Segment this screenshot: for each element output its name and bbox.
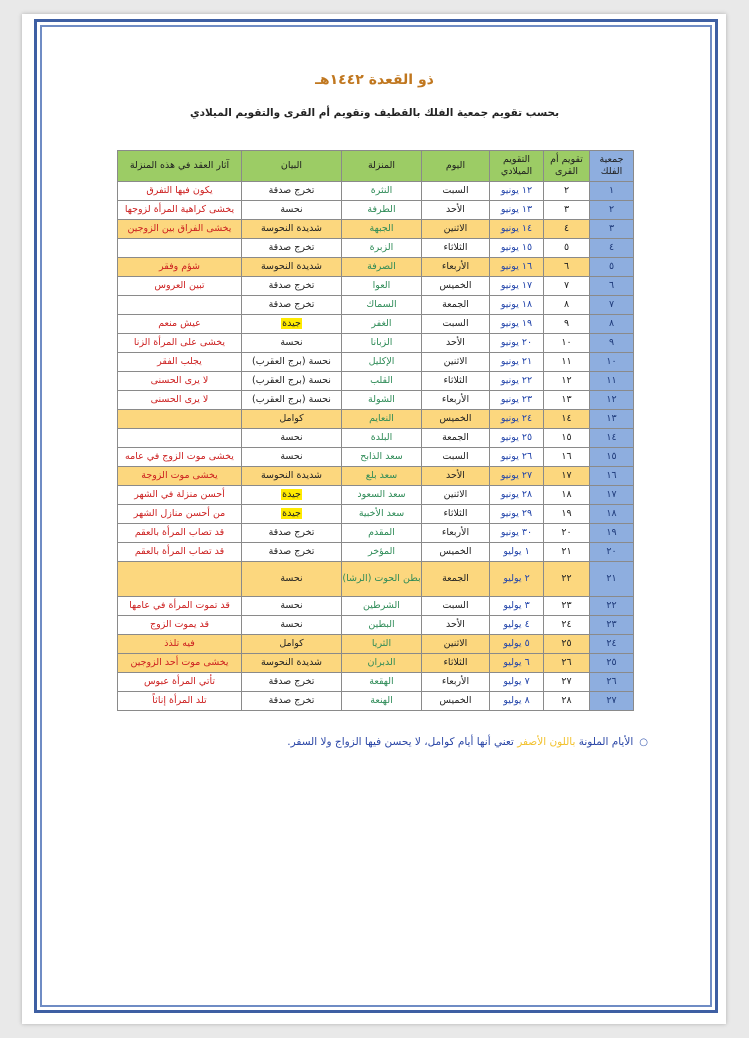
umm-al-qura-cell: ٢٠ — [544, 524, 590, 543]
astronomy-society-cell: ٢٤ — [590, 635, 634, 654]
umm-al-qura-cell: ٢٦ — [544, 654, 590, 673]
station-cell: الجبهة — [342, 220, 422, 239]
astronomy-society-cell: ٦ — [590, 277, 634, 296]
statement-cell: شديدة النحوسة — [242, 654, 342, 673]
station-cell: الصرفة — [342, 258, 422, 277]
effect-cell: تأتي المرأة عبوس — [118, 673, 242, 692]
effect-cell: عيش منعم — [118, 315, 242, 334]
table-row — [118, 239, 634, 258]
gregorian-date-cell: ١٧ يونيو — [490, 277, 544, 296]
gregorian-date-cell: ٥ يوليو — [490, 635, 544, 654]
astronomy-society-cell: ١٧ — [590, 486, 634, 505]
umm-al-qura-cell: ١٢ — [544, 372, 590, 391]
table-row — [118, 543, 634, 562]
gregorian-date-cell: ١٥ يونيو — [490, 239, 544, 258]
statement-cell: نحسة — [242, 562, 342, 597]
station-cell: الغفر — [342, 315, 422, 334]
gregorian-date-cell: ١٣ يونيو — [490, 201, 544, 220]
gregorian-date-cell: ٢ يوليو — [490, 562, 544, 597]
effect-cell — [118, 562, 242, 597]
day-cell: الأحد — [422, 467, 490, 486]
effect-cell: قد تصاب المرأة بالعقم — [118, 524, 242, 543]
effect-cell: قد تموت المرأة في عامها — [118, 597, 242, 616]
gregorian-date-cell: ٢٨ يونيو — [490, 486, 544, 505]
table-row — [118, 391, 634, 410]
day-cell: الأحد — [422, 334, 490, 353]
statement-cell: كوامل — [242, 410, 342, 429]
effect-cell — [118, 429, 242, 448]
statement-cell: تخرج صدقة — [242, 277, 342, 296]
day-cell: الخميس — [422, 277, 490, 296]
gregorian-date-cell: ٢٦ يونيو — [490, 448, 544, 467]
header-astronomy-society: جمعية الفلك — [590, 151, 634, 182]
day-cell: السبت — [422, 597, 490, 616]
effect-cell: يجلب الفقر — [118, 353, 242, 372]
umm-al-qura-cell: ١٤ — [544, 410, 590, 429]
umm-al-qura-cell: ١٦ — [544, 448, 590, 467]
highlighted-good-label: جيدة — [282, 318, 301, 329]
statement-cell — [242, 315, 342, 334]
gregorian-date-cell: ٢٥ يونيو — [490, 429, 544, 448]
umm-al-qura-cell: ١١ — [544, 353, 590, 372]
astronomy-society-cell: ١٢ — [590, 391, 634, 410]
highlighted-good-label: جيدة — [282, 489, 301, 500]
statement-cell: تخرج صدقة — [242, 239, 342, 258]
astronomy-society-cell: ١٨ — [590, 505, 634, 524]
day-cell: الثلاثاء — [422, 654, 490, 673]
day-cell: الأحد — [422, 201, 490, 220]
effect-cell: تلد المرأة إناثاً — [118, 692, 242, 711]
astronomy-society-cell: ١٤ — [590, 429, 634, 448]
statement-cell: كوامل — [242, 635, 342, 654]
umm-al-qura-cell: ١٠ — [544, 334, 590, 353]
umm-al-qura-cell: ١٩ — [544, 505, 590, 524]
table-row — [118, 673, 634, 692]
station-cell: الإكليل — [342, 353, 422, 372]
table-row — [118, 372, 634, 391]
astronomy-society-cell: ٢٧ — [590, 692, 634, 711]
station-cell: الزبرة — [342, 239, 422, 258]
astronomy-society-cell: ٢٠ — [590, 543, 634, 562]
gregorian-date-cell: ١ يوليو — [490, 543, 544, 562]
umm-al-qura-cell: ١٥ — [544, 429, 590, 448]
day-cell: الأربعاء — [422, 258, 490, 277]
umm-al-qura-cell: ٢٢ — [544, 562, 590, 597]
table-row — [118, 486, 634, 505]
day-cell: الثلاثاء — [422, 505, 490, 524]
table-row — [118, 315, 634, 334]
statement-cell: نحسة — [242, 448, 342, 467]
umm-al-qura-cell: ٥ — [544, 239, 590, 258]
station-cell: الدبران — [342, 654, 422, 673]
header-day: اليوم — [422, 151, 490, 182]
effect-cell: أحسن منزلة في الشهر — [118, 486, 242, 505]
table-row — [118, 524, 634, 543]
table-row — [118, 258, 634, 277]
astronomy-society-cell: ٤ — [590, 239, 634, 258]
table-row — [118, 410, 634, 429]
umm-al-qura-cell: ٢ — [544, 182, 590, 201]
table-row — [118, 296, 634, 315]
umm-al-qura-cell: ٤ — [544, 220, 590, 239]
gregorian-date-cell: ١٩ يونيو — [490, 315, 544, 334]
day-cell: السبت — [422, 182, 490, 201]
effect-cell: يخشى على المرأة الزنا — [118, 334, 242, 353]
station-cell: الزبانا — [342, 334, 422, 353]
day-cell: الثلاثاء — [422, 372, 490, 391]
statement-cell: نحسة (برج العقرب) — [242, 391, 342, 410]
day-cell: الاثنين — [422, 486, 490, 505]
effect-cell — [118, 239, 242, 258]
header-effect: آثار العقد في هذه المنزلة — [118, 151, 242, 182]
statement-cell: تخرج صدقة — [242, 182, 342, 201]
station-cell: العوا — [342, 277, 422, 296]
effect-cell: يخشى موت أحد الزوجين — [118, 654, 242, 673]
umm-al-qura-cell: ١٧ — [544, 467, 590, 486]
highlighted-good-label: جيدة — [282, 508, 301, 519]
note-text-yellow: باللون الأصفر — [517, 736, 576, 748]
station-cell: السماك — [342, 296, 422, 315]
table-row — [118, 467, 634, 486]
header-gregorian: التقويم الميلادي — [490, 151, 544, 182]
station-cell: النثرة — [342, 182, 422, 201]
gregorian-date-cell: ٢٧ يونيو — [490, 467, 544, 486]
astronomy-society-cell: ١٠ — [590, 353, 634, 372]
day-cell: الخميس — [422, 410, 490, 429]
table-row — [118, 353, 634, 372]
statement-cell: نحسة — [242, 429, 342, 448]
table-row — [118, 635, 634, 654]
effect-cell: يخشى الفراق بين الزوجين — [118, 220, 242, 239]
umm-al-qura-cell: ٩ — [544, 315, 590, 334]
station-cell: المؤخر — [342, 543, 422, 562]
table-row — [118, 334, 634, 353]
statement-cell — [242, 505, 342, 524]
astronomy-society-cell: ٥ — [590, 258, 634, 277]
umm-al-qura-cell: ٧ — [544, 277, 590, 296]
table-row — [118, 220, 634, 239]
gregorian-date-cell: ١٨ يونيو — [490, 296, 544, 315]
effect-cell: شؤم وفقر — [118, 258, 242, 277]
station-cell: بطن الحوت (الرشا) — [342, 562, 422, 597]
table-row — [118, 505, 634, 524]
effect-cell: قد تصاب المرأة بالعقم — [118, 543, 242, 562]
gregorian-date-cell: ٣٠ يونيو — [490, 524, 544, 543]
umm-al-qura-cell: ٦ — [544, 258, 590, 277]
day-cell: الأربعاء — [422, 391, 490, 410]
gregorian-date-cell: ٨ يوليو — [490, 692, 544, 711]
statement-cell: نحسة — [242, 616, 342, 635]
header-statement: البيان — [242, 151, 342, 182]
astronomy-society-cell: ٢٥ — [590, 654, 634, 673]
astronomy-society-cell: ٣ — [590, 220, 634, 239]
station-cell: الطرفة — [342, 201, 422, 220]
statement-cell: شديدة النحوسة — [242, 467, 342, 486]
day-cell: الجمعة — [422, 429, 490, 448]
astronomy-society-cell: ٩ — [590, 334, 634, 353]
header-station: المنزلة — [342, 151, 422, 182]
table-row — [118, 562, 634, 597]
day-cell: الثلاثاء — [422, 239, 490, 258]
table-row — [118, 277, 634, 296]
table-row — [118, 182, 634, 201]
page-subtitle: بحسب تقويم جمعية الفلك بالقطيف وتقويم أم القرى والتقويم الميلادي — [189, 107, 560, 119]
statement-cell: تخرج صدقة — [242, 673, 342, 692]
station-cell: سعد الذابح — [342, 448, 422, 467]
effect-cell: قد يموت الزوج — [118, 616, 242, 635]
table-row — [118, 201, 634, 220]
calendar-table — [117, 150, 634, 711]
gregorian-date-cell: ٢١ يونيو — [490, 353, 544, 372]
station-cell: البلدة — [342, 429, 422, 448]
astronomy-society-cell: ١٦ — [590, 467, 634, 486]
umm-al-qura-cell: ١٣ — [544, 391, 590, 410]
station-cell: المقدم — [342, 524, 422, 543]
statement-cell: شديدة النحوسة — [242, 258, 342, 277]
statement-cell: نحسة (برج العقرب) — [242, 353, 342, 372]
day-cell: الجمعة — [422, 296, 490, 315]
statement-cell: نحسة — [242, 597, 342, 616]
effect-cell — [118, 296, 242, 315]
umm-al-qura-cell: ٨ — [544, 296, 590, 315]
astronomy-society-cell: ١١ — [590, 372, 634, 391]
astronomy-society-cell: ٧ — [590, 296, 634, 315]
effect-cell: لا يرى الحسنى — [118, 391, 242, 410]
statement-cell: تخرج صدقة — [242, 296, 342, 315]
statement-cell: تخرج صدقة — [242, 692, 342, 711]
note-text-2: تعني أنها أيام كوامل، لا يحسن فيها الزواج ولا السفر. — [287, 736, 514, 748]
statement-cell: نحسة (برج العقرب) — [242, 372, 342, 391]
station-cell: البطين — [342, 616, 422, 635]
station-cell: الشرطين — [342, 597, 422, 616]
day-cell: الجمعة — [422, 562, 490, 597]
table-row — [118, 429, 634, 448]
astronomy-society-cell: ١٣ — [590, 410, 634, 429]
umm-al-qura-cell: ٣ — [544, 201, 590, 220]
effect-cell: من أحسن منازل الشهر — [118, 505, 242, 524]
gregorian-date-cell: ١٢ يونيو — [490, 182, 544, 201]
statement-cell: تخرج صدقة — [242, 543, 342, 562]
bullet-icon: ○ — [639, 737, 648, 748]
astronomy-society-cell: ٢ — [590, 201, 634, 220]
statement-cell: شديدة النحوسة — [242, 220, 342, 239]
umm-al-qura-cell: ٢٤ — [544, 616, 590, 635]
gregorian-date-cell: ٤ يوليو — [490, 616, 544, 635]
astronomy-society-cell: ٨ — [590, 315, 634, 334]
table-row — [118, 616, 634, 635]
day-cell: الخميس — [422, 543, 490, 562]
umm-al-qura-cell: ١٨ — [544, 486, 590, 505]
astronomy-society-cell: ٢٢ — [590, 597, 634, 616]
effect-cell: يخشى كراهية المرأة لزوجها — [118, 201, 242, 220]
effect-cell: يخشى موت الزوج في عامه — [118, 448, 242, 467]
statement-cell — [242, 486, 342, 505]
effect-cell: يخشى موت الزوجة — [118, 467, 242, 486]
station-cell: الشولة — [342, 391, 422, 410]
day-cell: الاثنين — [422, 353, 490, 372]
station-cell: النعايم — [342, 410, 422, 429]
astronomy-society-cell: ٢١ — [590, 562, 634, 597]
astronomy-society-cell: ٢٦ — [590, 673, 634, 692]
umm-al-qura-cell: ٢٧ — [544, 673, 590, 692]
statement-cell: تخرج صدقة — [242, 524, 342, 543]
astronomy-society-cell: ٢٣ — [590, 616, 634, 635]
day-cell: الاثنين — [422, 220, 490, 239]
day-cell: السبت — [422, 315, 490, 334]
station-cell: الهنعة — [342, 692, 422, 711]
station-cell: القلب — [342, 372, 422, 391]
astronomy-society-cell: ١ — [590, 182, 634, 201]
station-cell: سعد الأخبية — [342, 505, 422, 524]
station-cell: سعد بلع — [342, 467, 422, 486]
gregorian-date-cell: ٢٠ يونيو — [490, 334, 544, 353]
day-cell: الخميس — [422, 692, 490, 711]
statement-cell: نحسة — [242, 201, 342, 220]
umm-al-qura-cell: ٢٨ — [544, 692, 590, 711]
station-cell: الثريا — [342, 635, 422, 654]
gregorian-date-cell: ٢٢ يونيو — [490, 372, 544, 391]
astronomy-society-cell: ١٩ — [590, 524, 634, 543]
day-cell: الأربعاء — [422, 524, 490, 543]
umm-al-qura-cell: ٢٥ — [544, 635, 590, 654]
table-row — [118, 654, 634, 673]
day-cell: الاثنين — [422, 635, 490, 654]
table-row — [118, 692, 634, 711]
umm-al-qura-cell: ٢١ — [544, 543, 590, 562]
day-cell: السبت — [422, 448, 490, 467]
effect-cell: تبين العروس — [118, 277, 242, 296]
gregorian-date-cell: ١٦ يونيو — [490, 258, 544, 277]
header-umm-al-qura: تقويم أم القرى — [544, 151, 590, 182]
table-row — [118, 597, 634, 616]
effect-cell: فيه تلذذ — [118, 635, 242, 654]
day-cell: الأحد — [422, 616, 490, 635]
page-title: ذو القعدة ١٤٤٢هـ — [315, 72, 434, 88]
gregorian-date-cell: ٢٤ يونيو — [490, 410, 544, 429]
gregorian-date-cell: ١٤ يونيو — [490, 220, 544, 239]
table-header-row — [118, 151, 634, 182]
station-cell: سعد السعود — [342, 486, 422, 505]
statement-cell: نحسة — [242, 334, 342, 353]
day-cell: الأربعاء — [422, 673, 490, 692]
gregorian-date-cell: ٦ يوليو — [490, 654, 544, 673]
astronomy-society-cell: ١٥ — [590, 448, 634, 467]
footnote — [200, 736, 648, 748]
gregorian-date-cell: ٧ يوليو — [490, 673, 544, 692]
effect-cell: لا يرى الحسنى — [118, 372, 242, 391]
station-cell: الهقعة — [342, 673, 422, 692]
note-text-1: الأيام الملونة — [578, 736, 634, 748]
gregorian-date-cell: ٢٩ يونيو — [490, 505, 544, 524]
gregorian-date-cell: ٢٣ يونيو — [490, 391, 544, 410]
table-row — [118, 448, 634, 467]
umm-al-qura-cell: ٢٣ — [544, 597, 590, 616]
effect-cell: يكون فيها التفرق — [118, 182, 242, 201]
effect-cell — [118, 410, 242, 429]
gregorian-date-cell: ٣ يوليو — [490, 597, 544, 616]
